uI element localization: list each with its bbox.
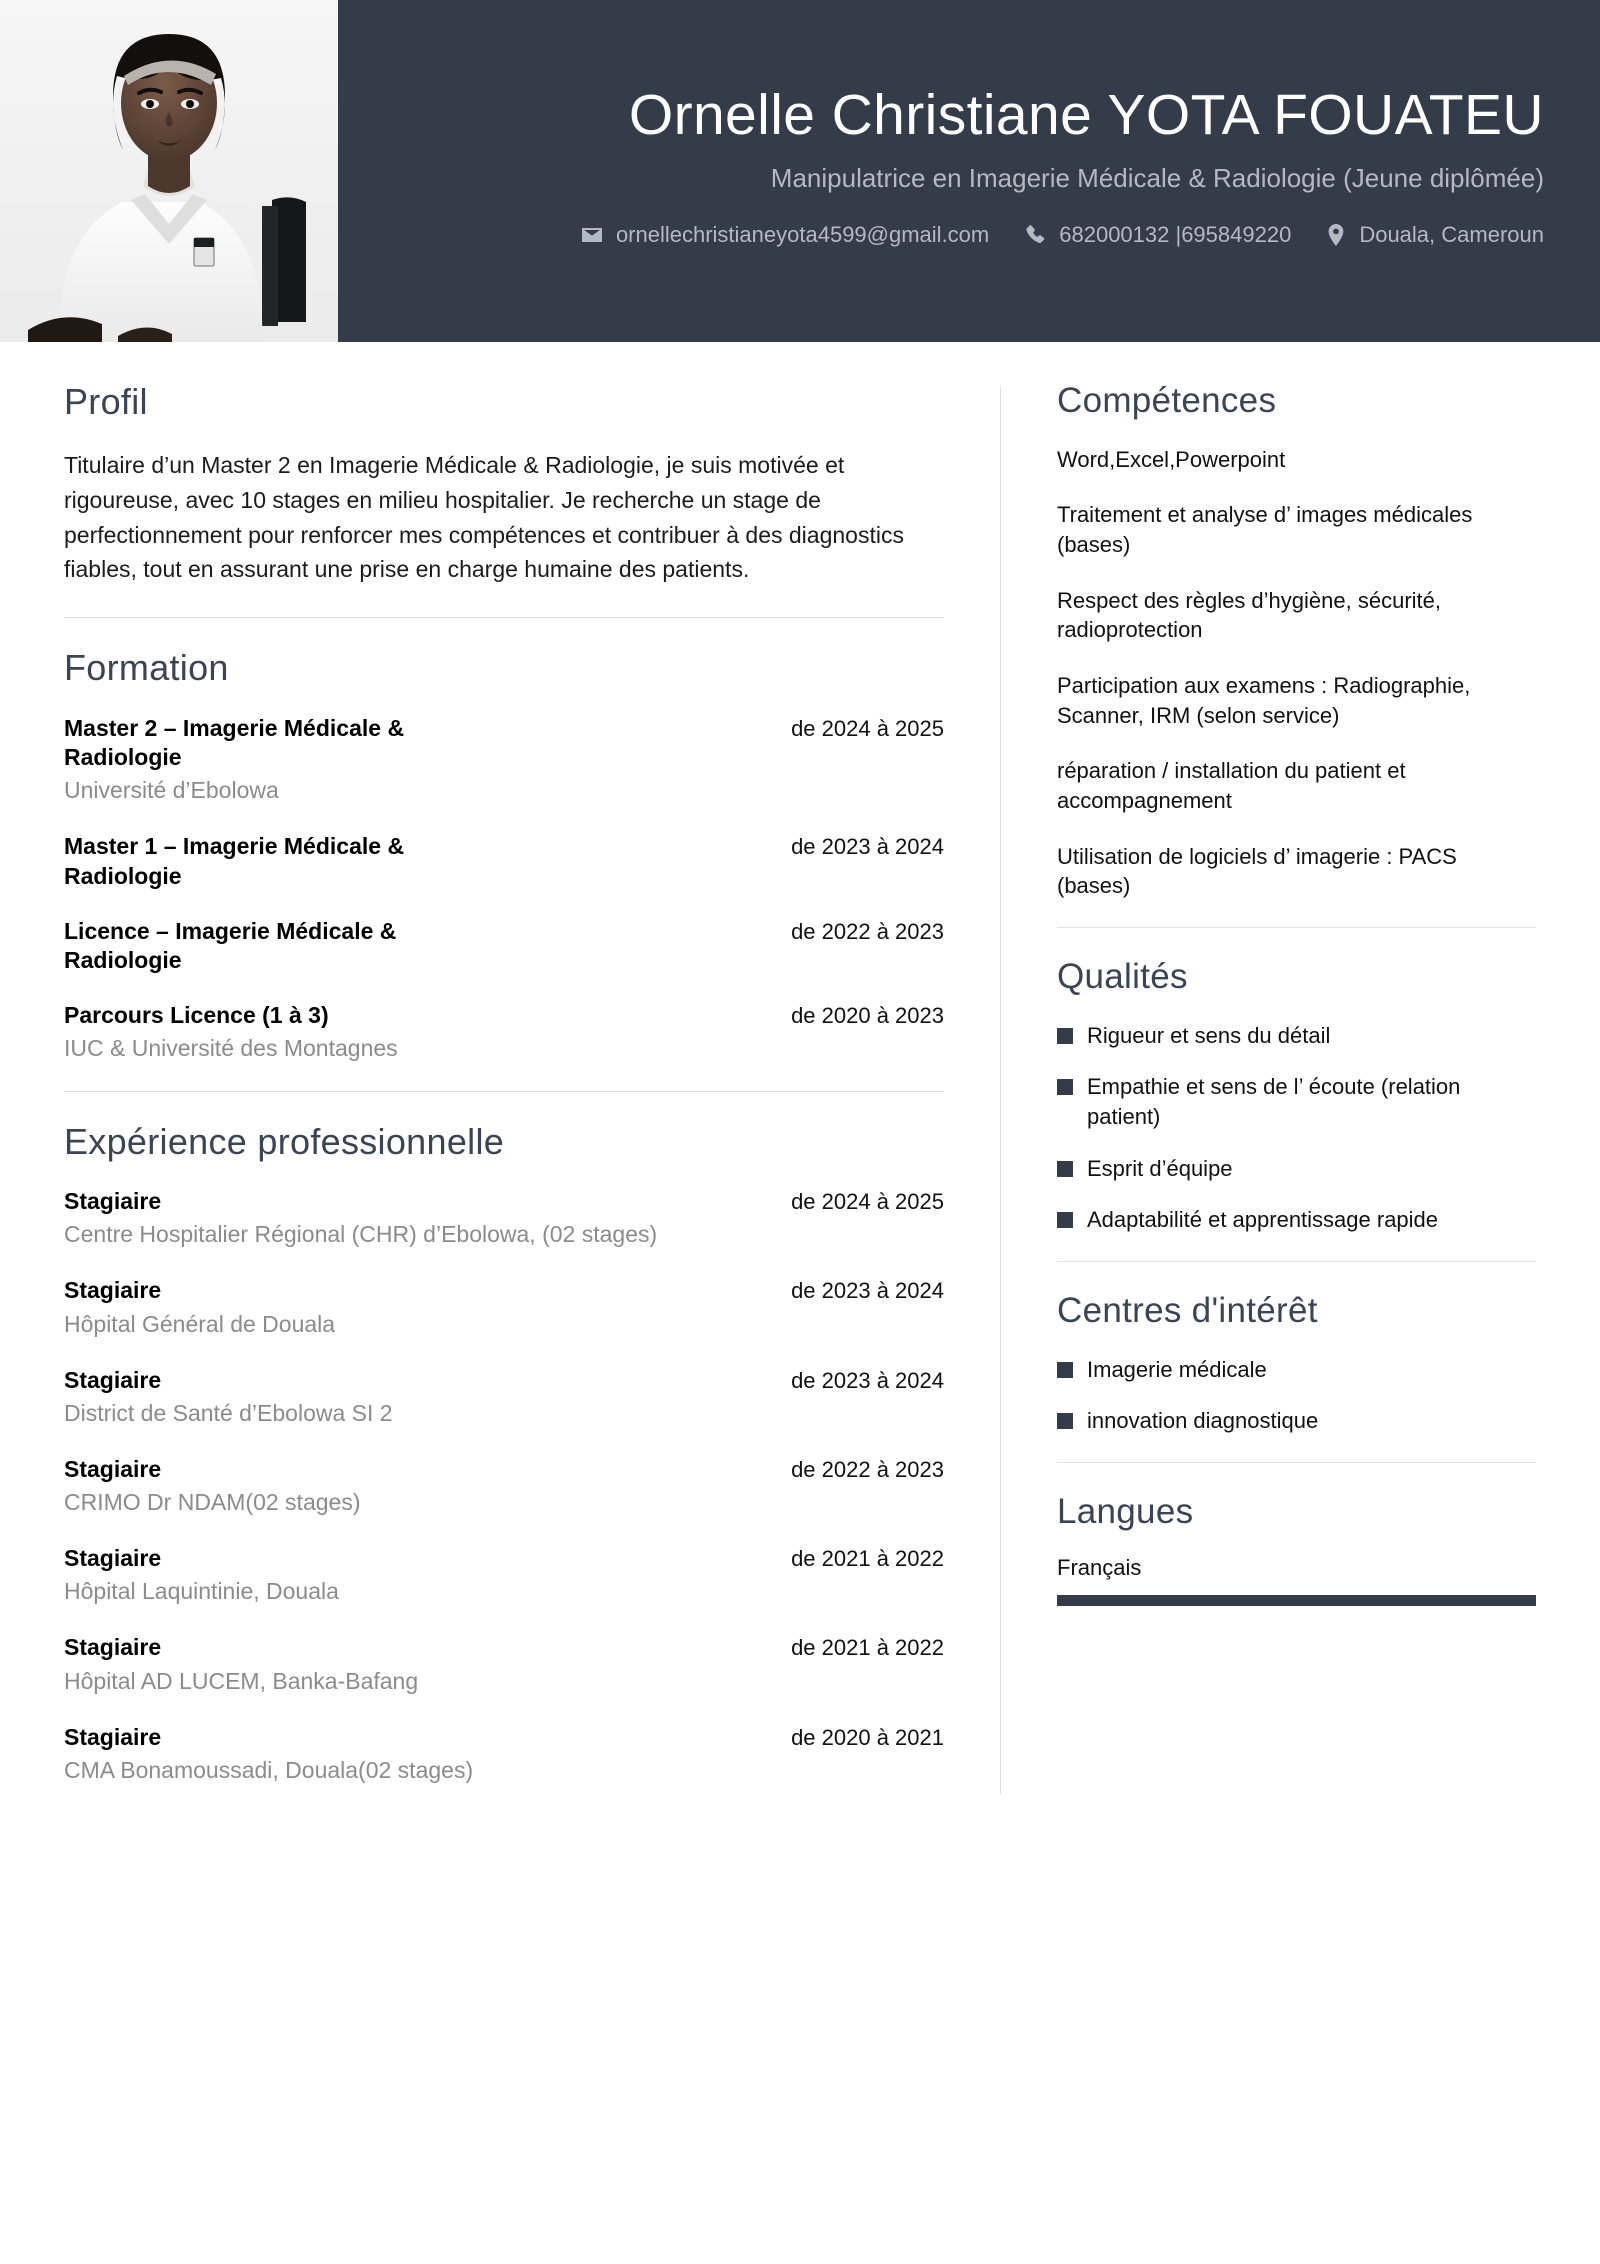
profile-photo-image <box>0 0 338 342</box>
langue-level-fill <box>1057 1595 1536 1606</box>
experience-entry <box>64 1187 944 1250</box>
formation-entry-title: Master 1 – Imagerie Médicale & Radiologie <box>64 833 405 889</box>
formation-entry-date: de 2023 à 2024 <box>791 834 944 860</box>
experience-entry <box>64 1455 944 1518</box>
experience-entry-main <box>64 1187 724 1250</box>
experience-entry-main <box>64 1544 724 1607</box>
experience-entry-main <box>64 1723 724 1786</box>
experience-entry-title: Stagiaire <box>64 1455 162 1482</box>
section-langues <box>1057 1493 1536 1607</box>
experience-entry-subtitle: District de Santé d’Ebolowa SI 2 <box>64 1399 393 1426</box>
experience-entry-date: de 2023 à 2024 <box>791 1278 944 1304</box>
experience-entry-subtitle: Hôpital AD LUCEM, Banka-Bafang <box>64 1667 419 1694</box>
contact-phone-value: 682000132 |695849220 <box>1059 221 1292 247</box>
contact-location[interactable] <box>1325 222 1544 248</box>
divider <box>64 617 944 618</box>
competence-item: Traitement et analyse d’ images médicales (bases) <box>1057 502 1473 557</box>
formation-entry-date: de 2024 à 2025 <box>791 716 944 741</box>
experience-entry-date: de 2024 à 2025 <box>791 1189 944 1215</box>
experience-entry-subtitle: CRIMO Dr NDAM(02 stages) <box>64 1489 361 1516</box>
experience-entry <box>64 1723 944 1786</box>
experience-entry-title: Stagiaire <box>64 1545 162 1572</box>
formation-entry <box>64 832 944 890</box>
section-title-experience: Expérience professionnelle <box>64 1120 505 1162</box>
experience-entry <box>64 1276 944 1339</box>
cv-header <box>0 0 1600 342</box>
competence-item: Word,Excel,Powerpoint <box>1057 446 1286 472</box>
interet-label: Imagerie médicale <box>1087 1356 1267 1382</box>
section-title-profil: Profil <box>64 381 148 422</box>
experience-entry <box>64 1633 944 1696</box>
section-qualites <box>1057 958 1536 1235</box>
formation-entry-date: de 2022 à 2023 <box>791 918 944 944</box>
divider <box>1057 927 1536 928</box>
experience-entry-main <box>64 1455 724 1518</box>
formation-entry-main <box>64 832 724 890</box>
qualite-label: Rigueur et sens du détail <box>1087 1022 1331 1048</box>
competence-item: réparation / installation du patient et accompagnement <box>1057 758 1406 813</box>
langue-item <box>1057 1555 1536 1606</box>
square-bullet-icon <box>1057 1362 1073 1378</box>
divider <box>1057 1462 1536 1463</box>
square-bullet-icon <box>1057 1161 1073 1177</box>
experience-entry <box>64 1544 944 1607</box>
location-pin-icon <box>1325 223 1347 247</box>
formation-entry-date: de 2020 à 2023 <box>791 1003 944 1029</box>
contact-phone[interactable] <box>1023 222 1291 248</box>
experience-entry-title: Stagiaire <box>64 1277 162 1304</box>
contact-email-value: ornellechristianeyota4599@gmail.com <box>615 221 990 247</box>
section-title-centres-interet: Centres d'intérêt <box>1057 1291 1318 1330</box>
interet-item <box>1057 1355 1536 1385</box>
phone-icon <box>1023 223 1047 247</box>
divider <box>64 1091 944 1092</box>
square-bullet-icon <box>1057 1413 1073 1429</box>
experience-entry-date: de 2020 à 2021 <box>791 1724 944 1750</box>
experience-entry-title: Stagiaire <box>64 1188 162 1215</box>
formation-entry-subtitle: Université d’Ebolowa <box>64 777 279 804</box>
experience-entry-main <box>64 1633 724 1696</box>
page-title: Ornelle Christiane YOTA FOUATEU <box>628 83 1544 147</box>
experience-entry-date: de 2021 à 2022 <box>791 1546 944 1572</box>
section-centres-interet <box>1057 1292 1536 1436</box>
competence-item: Participation aux examens : Radiographie, Scanner, IRM (selon service) <box>1057 672 1471 728</box>
job-subtitle: Manipulatrice en Imagerie Médicale & Radiologie (Jeune diplômée) <box>770 162 1544 193</box>
qualite-item <box>1057 1154 1536 1184</box>
qualite-label: Esprit d’équipe <box>1087 1155 1233 1181</box>
contact-row <box>400 222 1544 248</box>
section-experience <box>64 1122 944 1786</box>
qualite-label: Adaptabilité et apprentissage rapide <box>1087 1207 1439 1233</box>
divider <box>1057 1261 1536 1262</box>
main-column <box>0 342 1000 1812</box>
experience-entry-subtitle: Hôpital Général de Douala <box>64 1310 336 1337</box>
formation-entry <box>64 1001 944 1064</box>
competence-item: Respect des règles d’hygiène, sécurité, radioprotection <box>1057 587 1441 643</box>
experience-entry-title: Stagiaire <box>64 1366 162 1393</box>
formation-entry-main <box>64 714 724 806</box>
interet-item <box>1057 1406 1536 1436</box>
formation-entry-main <box>64 917 724 975</box>
formation-entry <box>64 714 944 806</box>
qualite-label: Empathie et sens de l’ écoute (relation patient) <box>1087 1074 1461 1129</box>
experience-entry <box>64 1366 944 1429</box>
experience-entry-date: de 2022 à 2023 <box>791 1456 944 1482</box>
sidebar-column <box>1001 342 1600 1812</box>
experience-entry-title: Stagiaire <box>64 1634 162 1661</box>
section-title-competences: Compétences <box>1057 381 1277 420</box>
qualite-item <box>1057 1021 1536 1051</box>
cv-body <box>0 342 1600 1812</box>
competence-item: Utilisation de logiciels d’ imagerie : PACS (bases) <box>1057 843 1457 899</box>
experience-entry-subtitle: CMA Bonamoussadi, Douala(02 stages) <box>64 1756 474 1783</box>
formation-entry-title: Licence – Imagerie Médicale & Radiologie <box>64 917 397 974</box>
experience-entry-main <box>64 1276 724 1339</box>
qualite-item <box>1057 1205 1536 1235</box>
experience-entry-date: de 2021 à 2022 <box>791 1635 944 1661</box>
square-bullet-icon <box>1057 1212 1073 1228</box>
experience-entry-main <box>64 1366 724 1429</box>
section-formation <box>64 648 944 1064</box>
formation-entry-subtitle: IUC & Université des Montagnes <box>64 1035 398 1062</box>
square-bullet-icon <box>1057 1028 1073 1044</box>
formation-entry-title: Master 2 – Imagerie Médicale & Radiologie <box>64 715 405 771</box>
section-title-qualites: Qualités <box>1057 957 1188 997</box>
experience-entry-title: Stagiaire <box>64 1723 162 1750</box>
formation-entry <box>64 917 944 975</box>
langue-name: Français <box>1057 1555 1142 1581</box>
experience-entry-subtitle: Hôpital Laquintinie, Douala <box>64 1578 339 1605</box>
envelope-icon <box>580 223 604 247</box>
experience-entry-subtitle: Centre Hospitalier Régional (CHR) d’Ebolowa, (02 stages) <box>64 1221 658 1248</box>
header-text-block <box>338 0 1600 342</box>
contact-email[interactable] <box>580 222 989 248</box>
section-profil <box>64 382 944 587</box>
formation-entry-title: Parcours Licence (1 à 3) <box>64 1002 329 1029</box>
contact-location-value: Douala, Cameroun <box>1359 221 1544 247</box>
square-bullet-icon <box>1057 1079 1073 1095</box>
section-title-formation: Formation <box>64 647 229 689</box>
qualite-item <box>1057 1072 1536 1131</box>
langue-level-track <box>1057 1595 1536 1606</box>
interet-label: innovation diagnostique <box>1087 1408 1319 1434</box>
profile-photo <box>0 0 338 342</box>
experience-entry-date: de 2023 à 2024 <box>791 1367 944 1393</box>
formation-entry-main <box>64 1001 724 1064</box>
section-competences <box>1057 382 1536 901</box>
profil-text: Titulaire d’un Master 2 en Imagerie Médicale & Radiologie, je suis motivée et rigoureuse, avec 10 stages en milieu hospitalier. Je recherche un stage de perfectionnement pour renforcer mes compétences et contribuer à des diagnostics fiables, tout en assurant une prise en charge humaine des patients. <box>64 451 904 583</box>
section-title-langues: Langues <box>1057 1491 1194 1531</box>
